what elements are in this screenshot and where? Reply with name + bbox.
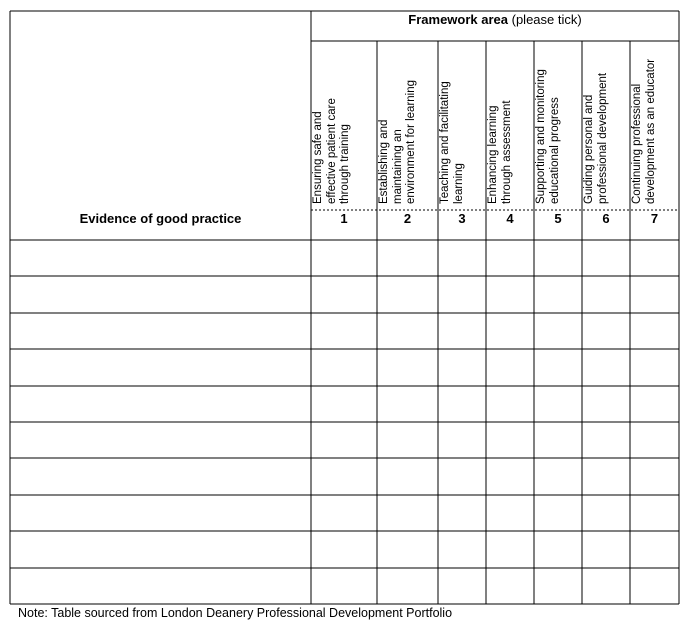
tick-cell-area-7[interactable] [631, 350, 678, 384]
tick-cell-area-3[interactable] [439, 241, 485, 275]
tick-cell-area-3[interactable] [439, 423, 485, 457]
tick-cell-area-5[interactable] [535, 496, 581, 530]
tick-cell-area-2[interactable] [378, 314, 437, 348]
framework-column-number-5: 5 [554, 211, 562, 226]
tick-cell-area-5[interactable] [535, 532, 581, 566]
tick-cell-area-7[interactable] [631, 241, 678, 275]
tick-cell-area-6[interactable] [583, 496, 629, 530]
evidence-cell[interactable] [11, 569, 310, 603]
tick-cell-area-1[interactable] [312, 350, 376, 384]
tick-cell-area-3[interactable] [439, 277, 485, 311]
tick-cell-area-3[interactable] [439, 350, 485, 384]
framework-column-label-text: Continuing professional development as an educator [631, 58, 657, 204]
framework-area-note: (please tick) [508, 12, 582, 27]
tick-cell-area-4[interactable] [487, 314, 533, 348]
tick-cell-area-1[interactable] [312, 496, 376, 530]
tick-cell-area-2[interactable] [378, 350, 437, 384]
tick-cell-area-1[interactable] [312, 314, 376, 348]
framework-column-label-text: Establishing and maintaining an environment for learning [378, 79, 417, 204]
framework-column-label-6 [583, 44, 629, 204]
framework-column-label-text: Guiding personal and professional development [583, 72, 609, 204]
tick-cell-area-3[interactable] [439, 387, 485, 421]
evidence-cell[interactable] [11, 314, 310, 348]
tick-cell-area-4[interactable] [487, 387, 533, 421]
tick-cell-area-2[interactable] [378, 569, 437, 603]
framework-column-label-2 [378, 44, 437, 204]
tick-cell-area-5[interactable] [535, 350, 581, 384]
tick-cell-area-7[interactable] [631, 277, 678, 311]
framework-column-label-text: Supporting and monitoring educational progress [535, 69, 561, 204]
framework-column-label-3 [439, 44, 485, 204]
framework-column-label-4 [487, 44, 533, 204]
framework-column-number-3: 3 [458, 211, 466, 226]
evidence-cell[interactable] [11, 423, 310, 457]
framework-column-label-text: Teaching and facilitating learning [439, 81, 465, 204]
evidence-cell[interactable] [11, 241, 310, 275]
tick-cell-area-3[interactable] [439, 569, 485, 603]
tick-cell-area-7[interactable] [631, 569, 678, 603]
tick-cell-area-1[interactable] [312, 277, 376, 311]
framework-column-label-text: Ensuring safe and effective patient care through training [312, 98, 351, 204]
evidence-cell[interactable] [11, 459, 310, 493]
tick-cell-area-4[interactable] [487, 241, 533, 275]
framework-column-label-text: Enhancing learning through assessment [487, 100, 513, 204]
evidence-cell[interactable] [11, 277, 310, 311]
tick-cell-area-4[interactable] [487, 350, 533, 384]
framework-column-number-4: 4 [506, 211, 514, 226]
tick-cell-area-2[interactable] [378, 496, 437, 530]
tick-cell-area-5[interactable] [535, 277, 581, 311]
tick-cell-area-7[interactable] [631, 423, 678, 457]
tick-cell-area-2[interactable] [378, 241, 437, 275]
framework-column-number-6: 6 [602, 211, 610, 226]
tick-cell-area-6[interactable] [583, 532, 629, 566]
tick-cell-area-6[interactable] [583, 350, 629, 384]
tick-cell-area-1[interactable] [312, 423, 376, 457]
tick-cell-area-5[interactable] [535, 241, 581, 275]
tick-cell-area-1[interactable] [312, 459, 376, 493]
framework-column-label-7 [631, 44, 678, 204]
tick-cell-area-3[interactable] [439, 314, 485, 348]
tick-cell-area-1[interactable] [312, 569, 376, 603]
tick-cell-area-4[interactable] [487, 459, 533, 493]
tick-cell-area-4[interactable] [487, 423, 533, 457]
tick-cell-area-4[interactable] [487, 532, 533, 566]
evidence-cell[interactable] [11, 532, 310, 566]
tick-cell-area-6[interactable] [583, 459, 629, 493]
tick-cell-area-3[interactable] [439, 532, 485, 566]
tick-cell-area-5[interactable] [535, 314, 581, 348]
table-source-note: Note: Table sourced from London Deanery Professional Development Portfolio [18, 606, 453, 620]
tick-cell-area-4[interactable] [487, 496, 533, 530]
framework-column-label-1 [312, 44, 376, 204]
tick-cell-area-4[interactable] [487, 277, 533, 311]
tick-cell-area-7[interactable] [631, 314, 678, 348]
framework-column-number-1: 1 [340, 211, 348, 226]
evidence-cell[interactable] [11, 350, 310, 384]
tick-cell-area-2[interactable] [378, 532, 437, 566]
tick-cell-area-6[interactable] [583, 569, 629, 603]
tick-cell-area-1[interactable] [312, 387, 376, 421]
tick-cell-area-1[interactable] [312, 532, 376, 566]
tick-cell-area-7[interactable] [631, 496, 678, 530]
tick-cell-area-2[interactable] [378, 459, 437, 493]
tick-cell-area-7[interactable] [631, 459, 678, 493]
framework-area-label: Framework area [408, 12, 509, 27]
evidence-column-header: Evidence of good practice [79, 211, 242, 226]
evidence-cell[interactable] [11, 496, 310, 530]
framework-area-title [311, 13, 679, 26]
framework-column-number-7: 7 [650, 211, 659, 226]
tick-cell-area-6[interactable] [583, 423, 629, 457]
tick-cell-area-5[interactable] [535, 423, 581, 457]
tick-cell-area-1[interactable] [312, 241, 376, 275]
framework-column-label-5 [535, 44, 581, 204]
tick-cell-area-5[interactable] [535, 569, 581, 603]
tick-cell-area-6[interactable] [583, 314, 629, 348]
tick-cell-area-6[interactable] [583, 277, 629, 311]
tick-cell-area-4[interactable] [487, 569, 533, 603]
tick-cell-area-2[interactable] [378, 387, 437, 421]
tick-cell-area-5[interactable] [535, 387, 581, 421]
tick-cell-area-6[interactable] [583, 241, 629, 275]
tick-cell-area-7[interactable] [631, 387, 678, 421]
tick-cell-area-2[interactable] [378, 423, 437, 457]
tick-cell-area-5[interactable] [535, 459, 581, 493]
framework-column-number-2: 2 [403, 211, 412, 226]
tick-cell-area-7[interactable] [631, 532, 678, 566]
evidence-cell[interactable] [11, 387, 310, 421]
tick-cell-area-3[interactable] [439, 459, 485, 493]
tick-cell-area-2[interactable] [378, 277, 437, 311]
tick-cell-area-3[interactable] [439, 496, 485, 530]
tick-cell-area-6[interactable] [583, 387, 629, 421]
